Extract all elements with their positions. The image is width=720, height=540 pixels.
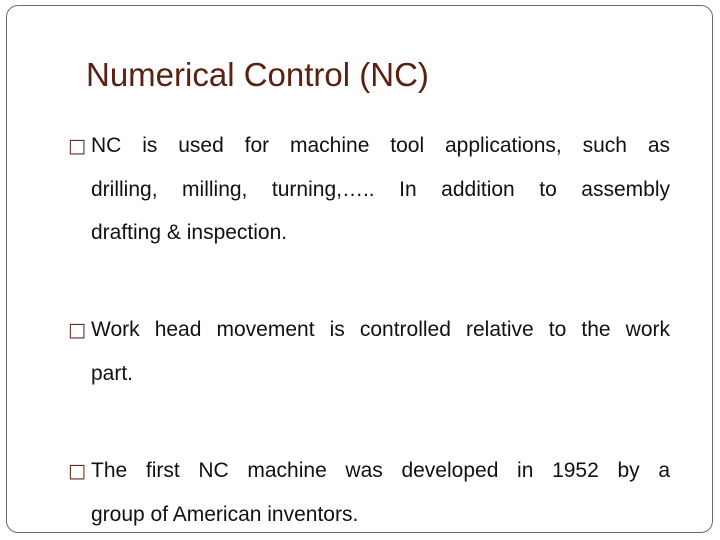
bullet-line: drafting & inspection.	[91, 221, 288, 244]
bullet-square-icon: □	[68, 460, 86, 482]
bullet-text: NC is used for machine tool applications, such as	[91, 134, 670, 157]
bullet-line: group of American inventors.	[91, 503, 359, 526]
bullet-line-first	[68, 449, 670, 493]
bullet-line-first	[68, 308, 670, 352]
bullet-square-icon: □	[68, 319, 86, 341]
slide-title: Numerical Control (NC)	[86, 56, 429, 93]
bullet-item-2	[68, 308, 670, 395]
bullet-item-3	[68, 449, 670, 536]
bullet-line-first	[68, 124, 670, 168]
bullet-line: part.	[91, 362, 134, 385]
bullet-line: drilling, milling, turning,….. In addition to assembly	[91, 178, 670, 201]
bullet-text: Work head movement is controlled relative to the work	[91, 318, 670, 341]
bullet-item-1	[68, 124, 670, 254]
bullet-text: The first NC machine was developed in 1952 by a	[91, 459, 670, 482]
bullet-square-icon: □	[68, 135, 86, 157]
